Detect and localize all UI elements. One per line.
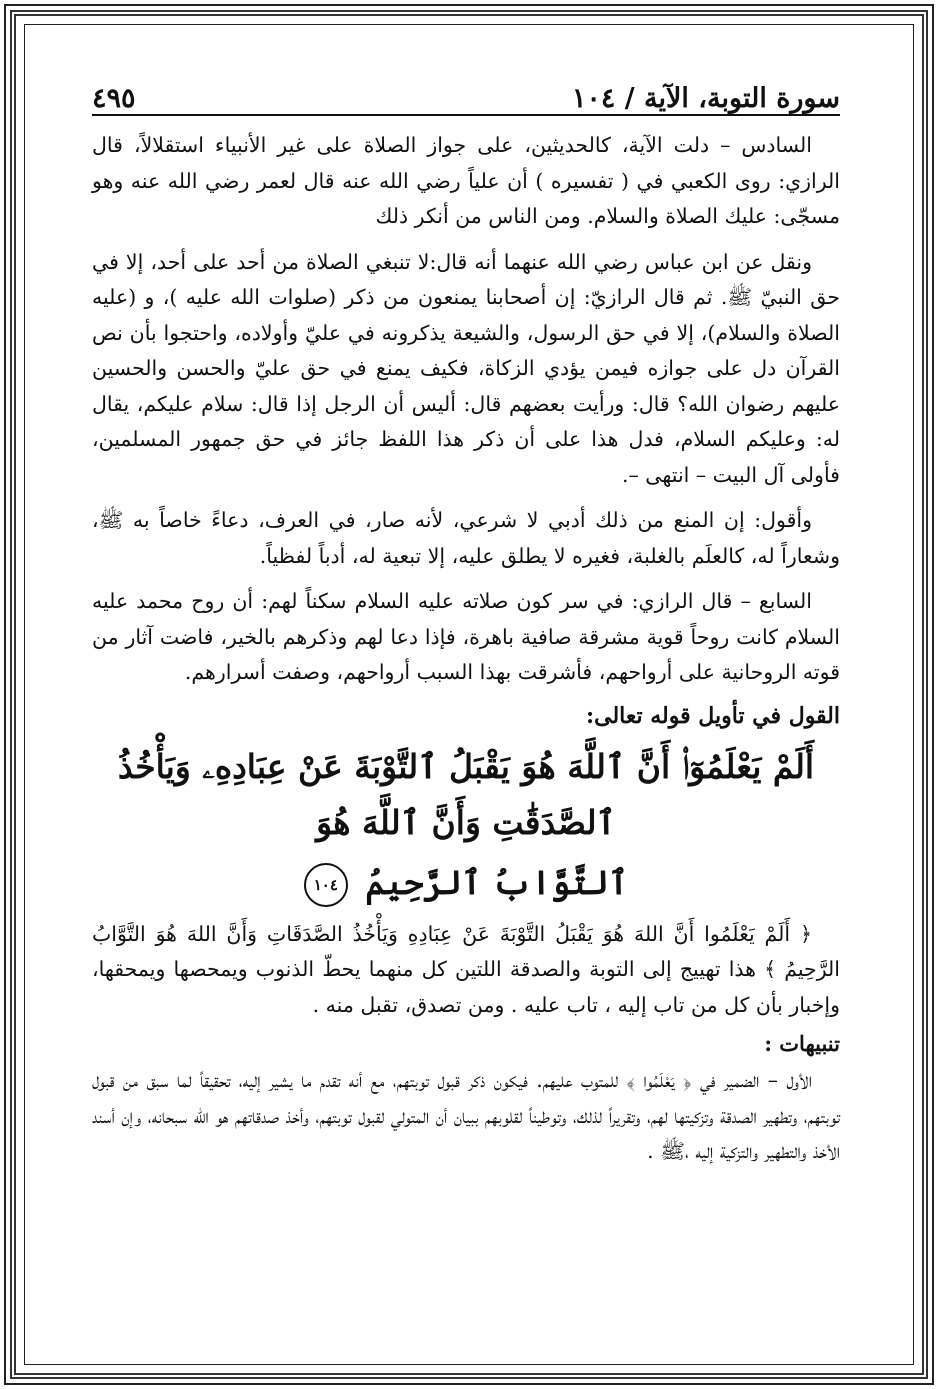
quran-verse-line-2-text: ٱلتَّوَّابُ ٱلرَّحِيمُ bbox=[365, 862, 629, 902]
paragraph-first-note: الأول – الضمير في ﴿ يَعْلَمُوا ﴾ للمتوب عليهم. فيكون ذكر قبول توبتهم، مع أنه تقدم ما يشير إليه، تحقيقاً لما سبق من قبول توبتهم، وتطهير الصدقة وتزكيتها لهم، وتقريراً لذلك، وتوطيناً لقلوبهم ببيان أن المتولي لقبول توبتهم، وأخذ صدقاتهم هو الله سبحانه، وإن أسند الأخذ والتطهير والتزكية إليه ،ﷺ . bbox=[92, 1068, 840, 1163]
page-header bbox=[92, 70, 840, 116]
paragraph-sixth: السادس – دلت الآية، كالحديثين، على جواز الصلاة على غير الأنبياء استقلالاً، قال الرازي: روى الكعبي في ( تفسيره ) أن علياً رضي الله عنه قال لعمر رضي الله عنه وهو مسجّى: عليك الصلاة والسلام. ومن الناس من أنكر ذلك bbox=[92, 133, 840, 228]
sub-heading-notes: تنبيهات : bbox=[764, 1031, 840, 1056]
page-content bbox=[92, 70, 840, 1329]
paragraph-tafsir: ﴿ أَلَمْ يَعْلَمُوا أَنَّ اللهَ هُوَ يَقْبَلُ التَّوْبَةَ عَنْ عِبَادِهِ وَيَأْخُذُ الصَّدَقَاتِ وَأَنَّ اللهَ هُوَ التَّوَّابُ الرَّحِيمُ ﴾ هذا تهييج إلى التوبة والصدقة اللتين كل منهما يحطّ الذنوب ويمحصها ويمحقها، وإخبار بأن كل من تاب إليه ، تاب عليه . ومن تصدق، تقبل منه . bbox=[92, 921, 840, 1017]
quran-verse-line-1: أَلَمْ يَعْلَمُوٓا۟ أَنَّ ٱللَّهَ هُوَ يَقْبَلُ ٱلتَّوْبَةَ عَنْ عِبَادِهِۦ وَيَأْخُذُ ٱلصَّدَقَٰتِ وَأَنَّ ٱللَّهَ هُوَ bbox=[117, 746, 815, 842]
quran-verse-line-2 bbox=[92, 855, 840, 911]
paragraph-opinion: وأقول: إن المنع من ذلك أدبي لا شرعي، لأنه صار، في العرف، دعاءً خاصاً به ﷺ، وشعاراً له، كالعلَم بالغلبة، فغيره لا يطلق عليه، إلا تبعية له، أدباً لفظياً. bbox=[92, 508, 840, 568]
page-number: ٤٩٥ bbox=[92, 83, 136, 114]
body-text bbox=[92, 116, 840, 1170]
paragraph-seventh: السابع – قال الرازي: في سر كون صلاته عليه السلام سكناً لهم: أن روح محمد عليه السلام كانت روحاً قوية مشرقة صافية باهرة، فإذا دعا لهم وذكرهم بالخير، فاضت آثار من قوته الروحانية على أرواحهم، فأشرقت بهذا السبب أرواحهم، وصفت أسرارهم. bbox=[92, 589, 840, 684]
section-heading: القول في تأويل قوله تعالى: bbox=[586, 702, 840, 729]
ayah-number-mark: ١٠٤ bbox=[304, 863, 348, 907]
running-title: سورة التوبة، الآية / ١٠٤ bbox=[571, 83, 840, 114]
paragraph-ibn-abbas: ونقل عن ابن عباس رضي الله عنهما أنه قال:لا تنبغي الصلاة من أحد على أحد، إلا في حق النبيّ ﷺ. ثم قال الرازيّ: إن أصحابنا يمنعون من ذكر (صلوات الله عليه )، و (عليه الصلاة والسلام)، إلا في حق الرسول، والشيعة يذكرونه في عليّ وأولاده، واحتجوا بأن نص القرآن دل على جوازه فيمن يؤدي الزكاة، فكيف يمنع في حق عليّ والحسن والحسين عليهم رضوان الله؟ قال: ورأيت بعضهم قال: أليس أن الرجل إذا قال: سلام عليكم، يقال له: وعليكم السلام، فدل هذا على أن ذكر هذا اللفظ جائز في حق جمهور المسلمين، فأولى آل البيت – انتهى –. bbox=[92, 249, 840, 487]
